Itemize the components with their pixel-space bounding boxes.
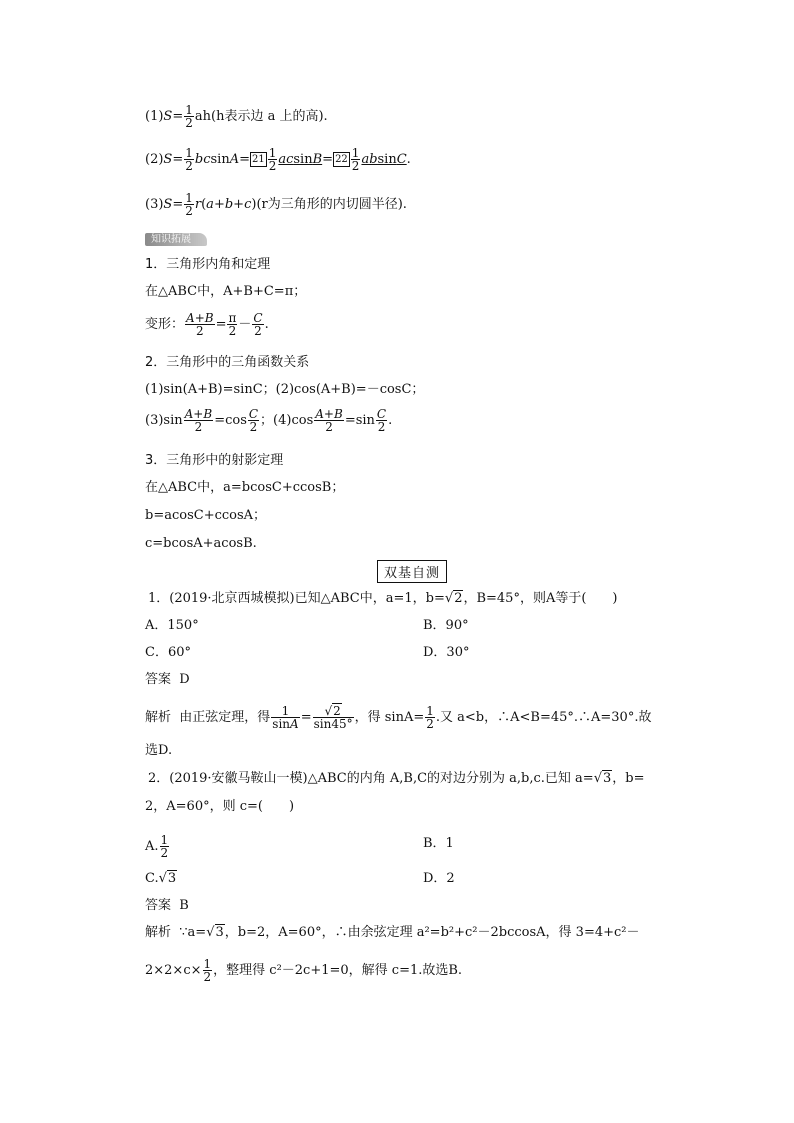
ext-line-3: (1)sin(A+B)=sinC；(2)cos(A+B)=－cosC； [145, 382, 425, 397]
blank-box-21: 21 [251, 154, 265, 165]
fraction-half: $\frac{1}{2}$ [185, 103, 193, 130]
ext-heading-1: 1．三角形内角和定理 [145, 257, 271, 272]
q2-option-a: A. $\frac{1}{2}$ [145, 833, 169, 860]
q1-answer: 答案 D [145, 672, 190, 687]
q2-analysis: 解析 ∵a=√3，b=2，A=60°，∴由余弦定理 a²=b²+c²－2bccosA，得 3=4+c²－ [145, 925, 640, 940]
area-formula-2: (2)S= $\frac{1}{2}$ bcsinA= 21 $\frac{1}{2}$ acsinB= 22 $\frac{1}{2}$ absinC. [145, 146, 411, 173]
ext-heading-2: 2．三角形中的三角函数关系 [145, 355, 310, 370]
knowledge-extension-tag: 知识拓展 [145, 233, 207, 246]
ext-line-4: (3)sin $\frac{A+B}{2}$ =cos $\frac{C}{2}$ ；(4)cos $\frac{A+B}{2}$ =sin $\frac{C}{2}$ . [145, 407, 393, 434]
ext-line-7: c=bcosA+acosB. [145, 536, 257, 551]
ext-line-6: b=acosC+ccosA； [145, 508, 267, 523]
section-title: 双基自测 [377, 560, 447, 583]
q1-analysis-cont: 选D. [145, 743, 173, 758]
blank-box-22: 22 [335, 154, 348, 165]
q2-option-b: B．1 [423, 836, 454, 851]
ext-line-1: 在△ABC中，A+B+C=π； [145, 284, 307, 299]
area-formula-1: (1)S= $\frac{1}{2}$ ah(h表示边 a 上的高). [145, 103, 328, 130]
q2-analysis-cont: 2×2×c× $\frac{1}{2}$ ，整理得 c²－2c+1=0，解得 c=1.故选B. [145, 957, 463, 984]
q2-stem-line2: 2，A=60°，则 c=( ) [145, 799, 295, 814]
q1-option-b: B．90° [423, 618, 469, 633]
ext-line-2: 变形： $\frac{A+B}{2}$ = $\frac{\pi}{2}$ － $\frac{C}{2}$ . [145, 311, 269, 338]
q1-option-c: C．60° [145, 645, 191, 660]
q2-option-c: C.√3 [145, 871, 177, 886]
area-formula-3: (3)S= $\frac{1}{2}$ r(a+b+c)(r为三角形的内切圆半径). [145, 191, 407, 218]
q2-answer: 答案 B [145, 898, 189, 913]
q2-stem-line1: 2．(2019·安徽马鞍山一模)△ABC的内角 A,B,C的对边分别为 a,b,c.已知 a=√3，b= [148, 771, 645, 786]
q1-option-d: D．30° [423, 645, 470, 660]
q2-option-d: D．2 [423, 871, 455, 886]
ext-line-5: 在△ABC中，a=bcosC+ccosB； [145, 480, 345, 495]
q1-stem: 1．(2019·北京西城模拟)已知△ABC中，a=1，b=√2，B=45°，则A等于( ) [148, 591, 618, 606]
ext-heading-3: 3．三角形中的射影定理 [145, 453, 284, 468]
q1-analysis: 解析 由正弦定理，得 $\frac{1}{\sin A}$ = $\frac{√2}{\sin 45^\circ}$ ，得 sinA= $\frac{1}{2}$ .又 a<b，∴A<B=45°.∴A=30°.故 [145, 704, 652, 731]
q1-option-a: A．150° [145, 618, 199, 633]
